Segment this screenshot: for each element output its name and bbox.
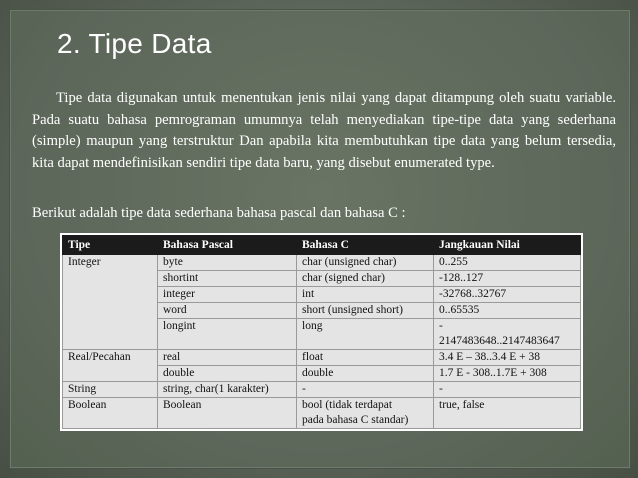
table-intro-text: Berikut adalah tipe data sederhana bahasa pascal dan bahasa C : xyxy=(32,205,406,221)
pascal-cell: string, char(1 karakter) xyxy=(158,382,297,398)
type-cell: String xyxy=(63,382,158,398)
pascal-cell: real xyxy=(158,350,297,366)
range-cell: 1.7 E - 308..1.7E + 308 xyxy=(434,366,581,382)
c-line-1: bool (tidak terdapat xyxy=(302,399,393,411)
c-cell: - xyxy=(297,382,434,398)
c-cell: float xyxy=(297,350,434,366)
c-line-2: pada bahasa C standar) xyxy=(302,414,409,426)
table-row xyxy=(63,255,581,271)
range-cell: 3.4 E – 38..3.4 E + 38 xyxy=(434,350,581,366)
table-row xyxy=(63,398,581,429)
type-cell: Real/Pecahan xyxy=(63,350,158,382)
pascal-cell: word xyxy=(158,303,297,319)
pascal-cell: Boolean xyxy=(158,398,297,429)
pascal-cell: shortint xyxy=(158,271,297,287)
range-cell: -128..127 xyxy=(434,271,581,287)
c-cell: char (signed char) xyxy=(297,271,434,287)
header-range: Jangkauan Nilai xyxy=(434,236,581,255)
pascal-cell: longint xyxy=(158,319,297,350)
slide-title: 2. Tipe Data xyxy=(57,28,212,59)
range-line-1: - xyxy=(439,320,443,332)
pascal-cell: double xyxy=(158,366,297,382)
c-cell: int xyxy=(297,287,434,303)
pascal-cell: byte xyxy=(158,255,297,271)
table-row xyxy=(63,382,581,398)
table-header-row xyxy=(63,236,581,255)
c-cell: long xyxy=(297,319,434,350)
header-c: Bahasa C xyxy=(297,236,434,255)
range-cell: true, false xyxy=(434,398,581,429)
c-cell xyxy=(297,398,434,429)
c-cell: short (unsigned short) xyxy=(297,303,434,319)
table-row xyxy=(63,350,581,366)
body-paragraph: Tipe data digunakan untuk menentukan jenis nilai yang dapat ditampung oleh suatu variable. Pada suatu bahasa pemrograman umumnya telah menyediakan tipe-tipe data yang sederhana (simple) maupun yang terstruktur Dan apabila kita membutuhkan tipe data yang belum tersedia, kita dapat mendefinisikan sendiri tipe data baru, yang disebut enumerated type. xyxy=(32,90,616,171)
data-type-table-container xyxy=(60,233,583,431)
range-line-2: 2147483648..2147483647 xyxy=(439,335,560,347)
range-cell: 0..255 xyxy=(434,255,581,271)
type-cell: Integer xyxy=(63,255,158,350)
c-cell: char (unsigned char) xyxy=(297,255,434,271)
c-cell: double xyxy=(297,366,434,382)
pascal-cell: integer xyxy=(158,287,297,303)
type-cell: Boolean xyxy=(63,398,158,429)
range-cell: - xyxy=(434,382,581,398)
header-pascal: Bahasa Pascal xyxy=(158,236,297,255)
range-cell: -32768..32767 xyxy=(434,287,581,303)
data-type-table xyxy=(62,235,581,429)
range-cell xyxy=(434,319,581,350)
range-cell: 0..65535 xyxy=(434,303,581,319)
header-tipe: Tipe xyxy=(63,236,158,255)
